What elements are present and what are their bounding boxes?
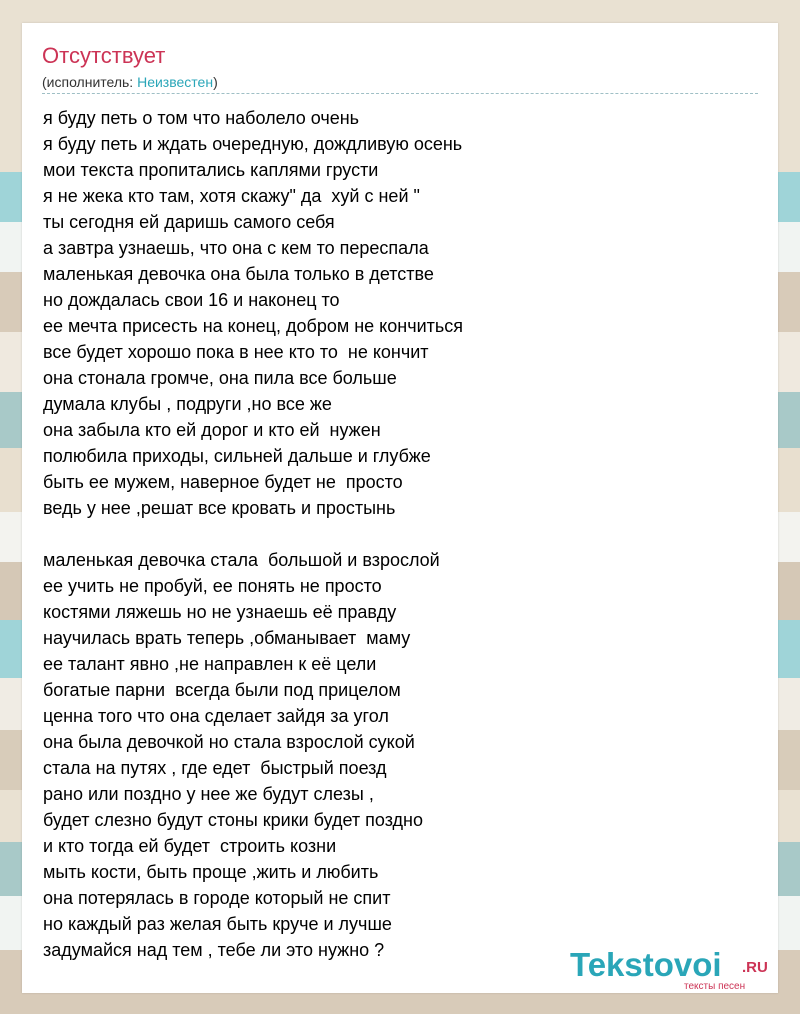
lyric-line: а завтра узнаешь, что она с кем то переспала bbox=[43, 238, 429, 258]
lyric-line: ценна того что она сделает зайдя за угол bbox=[43, 706, 389, 726]
stanza-gap bbox=[43, 521, 743, 547]
lyric-line: маленькая девочка стала большой и взрослой bbox=[43, 550, 440, 570]
artist-line bbox=[42, 73, 218, 91]
artist-prefix: (исполнитель: bbox=[42, 74, 138, 90]
logo-wordmark: Tekstovoi bbox=[570, 946, 722, 983]
lyric-line: задумайся над тем , тебе ли это нужно ? bbox=[43, 940, 385, 960]
lyric-line: она потерялась в городе который не спит bbox=[43, 888, 391, 908]
lyric-line: но каждый раз желая быть круче и лучше bbox=[43, 914, 392, 934]
lyric-line: все будет хорошо пока в нее кто то не кончит bbox=[43, 342, 429, 362]
lyric-line: стала на путях , где едет быстрый поезд bbox=[43, 758, 387, 778]
lyric-line: но дождалась свои 16 и наконец то bbox=[43, 290, 340, 310]
lyric-line: я буду петь о том что наболело очень bbox=[43, 108, 360, 128]
song-title: Отсутствует bbox=[42, 43, 166, 68]
lyric-line: думала клубы , подруги ,но все же bbox=[43, 394, 332, 414]
lyric-line: богатые парни всегда были под прицелом bbox=[43, 680, 401, 700]
lyric-line: ты сегодня ей даришь самого себя bbox=[43, 212, 335, 232]
lyric-line: научилась врать теперь ,обманывает маму bbox=[43, 628, 411, 648]
lyric-line: будет слезно будут стоны крики будет поздно bbox=[43, 810, 424, 830]
title-divider bbox=[42, 93, 758, 94]
site-logo[interactable] bbox=[570, 947, 770, 991]
lyric-line: я буду петь и ждать очередную, дождливую осень bbox=[43, 134, 463, 154]
lyric-line: мыть кости, быть проще ,жить и любить bbox=[43, 862, 379, 882]
lyric-line: ведь у нее ,решат все кровать и простынь bbox=[43, 498, 396, 518]
lyric-line: маленькая девочка она была только в детстве bbox=[43, 264, 434, 284]
lyric-line: она забыла кто ей дорог и кто ей нужен bbox=[43, 420, 381, 440]
artist-suffix: ) bbox=[213, 74, 218, 90]
lyric-line: ее талант явно ,не направлен к её цели bbox=[43, 654, 377, 674]
lyric-line: рано или поздно у нее же будут слезы , bbox=[43, 784, 374, 804]
lyric-line: она стонала громче, она пила все больше bbox=[43, 368, 397, 388]
lyric-line: и кто тогда ей будет строить козни bbox=[43, 836, 337, 856]
lyrics-text bbox=[43, 105, 743, 963]
artist-link[interactable]: Неизвестен bbox=[137, 74, 214, 90]
lyric-line: костями ляжешь но не узнаешь её правду bbox=[43, 602, 397, 622]
lyric-line: быть ее мужем, наверное будет не просто bbox=[43, 472, 403, 492]
lyric-line: ее мечта присесть на конец, добром не кончиться bbox=[43, 316, 463, 336]
lyric-line: ее учить не пробуй, ее понять не просто bbox=[43, 576, 382, 596]
lyric-line: полюбила приходы, сильней дальше и глубже bbox=[43, 446, 431, 466]
lyric-line: я не жека кто там, хотя скажу" да хуй с ней " bbox=[43, 186, 420, 206]
lyric-line: мои текста пропитались каплями грусти bbox=[43, 160, 379, 180]
lyrics-card bbox=[22, 23, 778, 993]
lyric-line: она была девочкой но стала взрослой сукой bbox=[43, 732, 415, 752]
logo-subtitle: тексты песен bbox=[684, 981, 746, 992]
logo-tld: .RU bbox=[742, 959, 768, 976]
